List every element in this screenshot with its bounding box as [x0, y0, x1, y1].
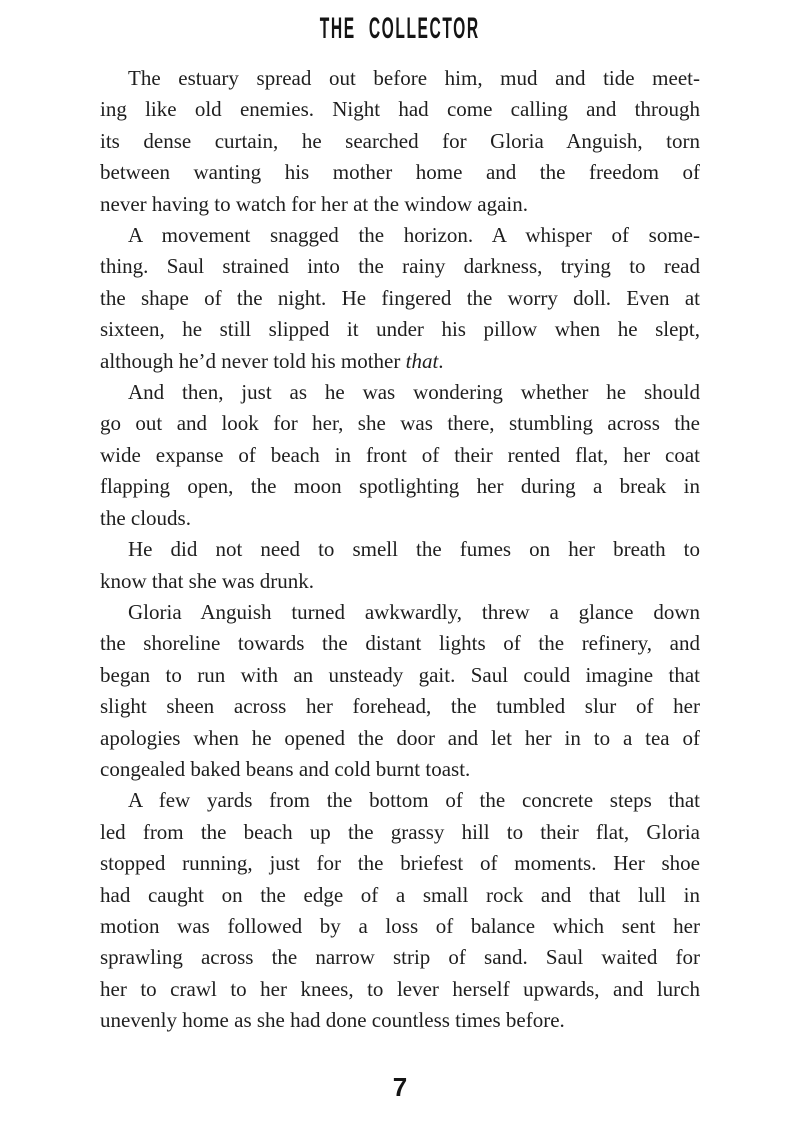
paragraph — [100, 63, 700, 220]
page-footer — [0, 1074, 800, 1101]
text-segment: . — [438, 348, 444, 373]
text-line: know that she was drunk. — [100, 568, 315, 593]
page-text — [100, 63, 700, 1037]
book-title: THE COLLECTOR — [320, 12, 480, 45]
paragraph — [100, 785, 700, 1036]
text-line: He did not need to smell the fumes on her breath to — [128, 537, 700, 562]
text-segment: although he’d never told his mother — [100, 348, 406, 373]
paragraph — [100, 220, 700, 377]
paragraph — [100, 534, 700, 597]
text-line: congealed baked beans and cold burnt toast. — [100, 756, 471, 781]
text-line: unevenly home as she had done countless times before. — [100, 1008, 565, 1033]
text-line: the clouds. — [100, 505, 191, 530]
text-line: led from the beach up the grassy hill to their flat, Gloria — [100, 819, 700, 844]
italic-text: that — [405, 348, 439, 373]
text-line: the shape of the night. He fingered the worry doll. Even at — [100, 285, 700, 310]
text-line: Gloria Anguish turned awkwardly, threw a glance down — [128, 599, 700, 624]
text-line: its dense curtain, he searched for Gloria Anguish, torn — [100, 128, 700, 153]
paragraph — [100, 597, 700, 785]
text-line: slight sheen across her forehead, the tumbled slur of her — [100, 694, 700, 719]
text-line: sprawling across the narrow strip of sand. Saul waited for — [100, 945, 700, 970]
text-line: go out and look for her, she was there, stumbling across the — [100, 411, 700, 436]
text-line: wide expanse of beach in front of their rented flat, her coat — [100, 442, 700, 467]
text-line: The estuary spread out before him, mud and tide meet- — [128, 66, 700, 90]
text-line: And then, just as he was wondering whether he should — [128, 380, 700, 405]
page-number: 7 — [392, 1072, 408, 1102]
text-line: ing like old enemies. Night had come calling and through — [100, 97, 700, 122]
text-line: stopped running, just for the briefest of moments. Her shoe — [100, 851, 700, 876]
text-line: apologies when he opened the door and let her in to a tea of — [100, 725, 700, 750]
text-line: motion was followed by a loss of balance which sent her — [100, 913, 700, 938]
text-line: began to run with an unsteady gait. Saul could imagine that — [100, 662, 700, 687]
running-header — [0, 14, 800, 49]
text-line — [100, 346, 700, 377]
text-line: the shoreline towards the distant lights of the refinery, and — [100, 631, 700, 656]
text-line: thing. Saul strained into the rainy darkness, trying to read — [100, 254, 700, 279]
text-line: her to crawl to her knees, to lever herself upwards, and lurch — [100, 976, 700, 1001]
text-line: between wanting his mother home and the freedom of — [100, 160, 700, 185]
paragraph — [100, 377, 700, 534]
text-line: A movement snagged the horizon. A whisper of some- — [128, 223, 700, 248]
text-line: sixteen, he still slipped it under his pillow when he slept, — [100, 317, 700, 342]
text-line: A few yards from the bottom of the concrete steps that — [128, 788, 700, 813]
text-line: flapping open, the moon spotlighting her during a break in — [100, 474, 700, 499]
text-line: had caught on the edge of a small rock and that lull in — [100, 882, 700, 907]
text-line: never having to watch for her at the window again. — [100, 191, 529, 216]
